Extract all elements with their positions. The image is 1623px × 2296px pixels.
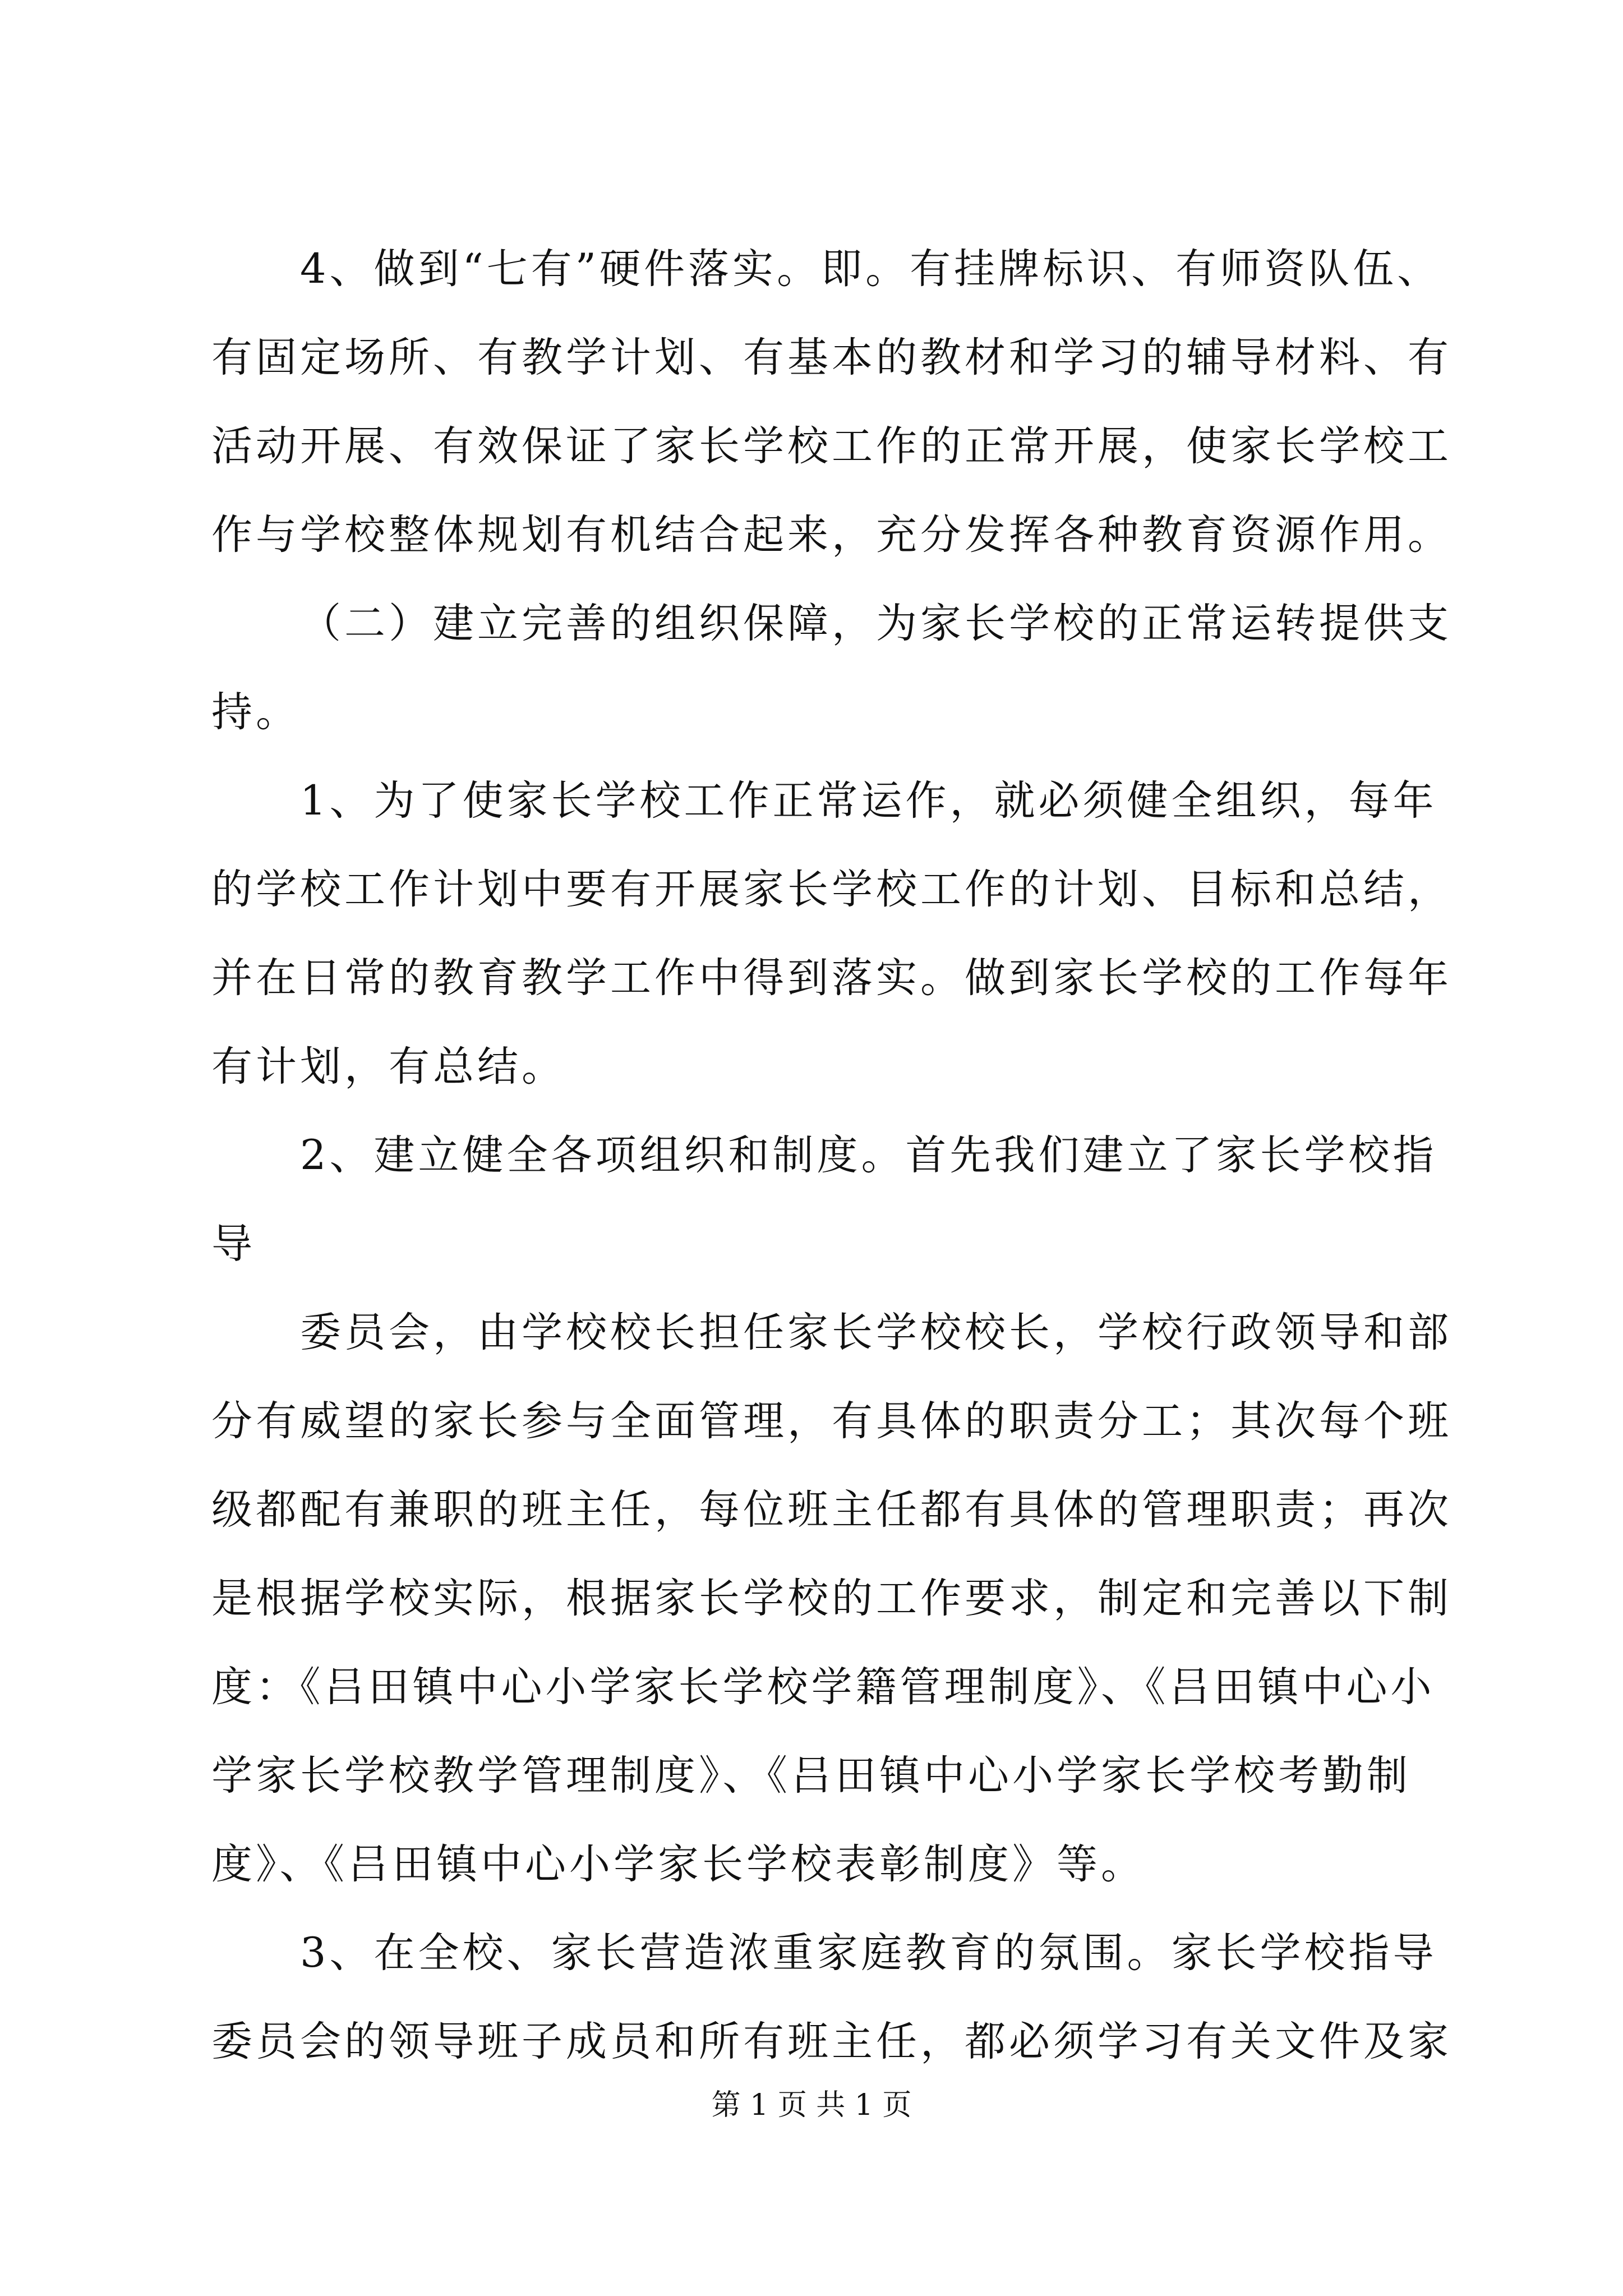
paragraph-line: 导: [211, 1220, 256, 1268]
paragraph-line: 并在日常的教育教学工作中得到落实。做到家长学校的工作每年: [211, 954, 1452, 1002]
paragraph-line: 3、在全校、家长营造浓重家庭教育的氛围。家长学校指导: [300, 1929, 1437, 1977]
paragraph-line: 1、为了使家长学校工作正常运作，就必须健全组织，每年: [300, 777, 1437, 825]
paragraph-line: 度》、《吕田镇中心小学家长学校表彰制度》等。: [211, 1841, 1145, 1888]
paragraph-line: 作与学校整体规划有机结合起来，充分发挥各种教育资源作用。: [211, 511, 1452, 559]
paragraph-line: 持。: [211, 688, 300, 736]
paragraph-line: 的学校工作计划中要有开展家长学校工作的计划、目标和总结，: [211, 866, 1452, 913]
paragraph-line: 2、建立健全各项组织和制度。首先我们建立了家长学校指: [300, 1131, 1437, 1179]
paragraph-line: 学家长学校教学管理制度》、《吕田镇中心小学家长学校考勤制: [211, 1752, 1411, 1800]
paragraph-line: 委员会，由学校校长担任家长学校校长，学校行政领导和部: [300, 1309, 1452, 1356]
paragraph-line: 有固定场所、有教学计划、有基本的教材和学习的辅导材料、有: [211, 334, 1452, 381]
paragraph-line: 是根据学校实际，根据家长学校的工作要求，制定和完善以下制: [211, 1575, 1452, 1622]
paragraph-line: 度：《吕田镇中心小学家长学校学籍管理制度》、《吕田镇中心小: [211, 1663, 1435, 1711]
paragraph-line: 分有威望的家长参与全面管理，有具体的职责分工；其次每个班: [211, 1397, 1452, 1445]
paragraph-line: 4、做到“七有”硬件落实。即。有挂牌标识、有师资队伍、: [300, 245, 1442, 293]
paragraph-line: （二）建立完善的组织保障，为家长学校的正常运转提供支: [300, 600, 1452, 647]
page-footer: 第 1 页 共 1 页: [711, 2088, 912, 2122]
paragraph-line: 有计划，有总结。: [211, 1043, 566, 1091]
paragraph-line: 活动开展、有效保证了家长学校工作的正常开展，使家长学校工: [211, 422, 1452, 470]
paragraph-line: 委员会的领导班子成员和所有班主任，都必须学习有关文件及家: [211, 2018, 1452, 2065]
paragraph-line: 级都配有兼职的班主任，每位班主任都有具体的管理职责；再次: [211, 1486, 1452, 1534]
